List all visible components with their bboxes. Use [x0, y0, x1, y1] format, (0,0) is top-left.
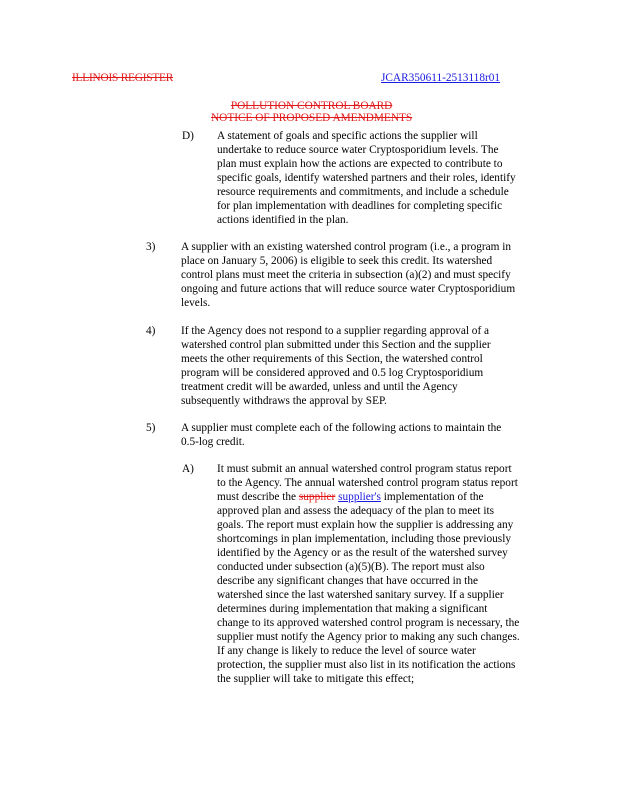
text-line: describe any significant changes that have occurred in the — [217, 575, 478, 587]
text-line: specific goals, identify watershed partners and their roles, identify — [217, 172, 516, 184]
item-marker: 3) — [146, 241, 156, 253]
item-text — [181, 421, 581, 449]
text-line: control plans must meet the criteria in subsection (a)(2) and must specify — [181, 269, 511, 281]
text-segment: must describe the — [217, 491, 299, 503]
document-id-link[interactable]: JCAR350611-2513118r01 — [381, 72, 501, 84]
text-line: watershed control plan submitted under this Section and the supplier — [181, 339, 491, 351]
text-line: conducted under subsection (a)(5)(B). The report must also — [217, 561, 485, 573]
text-line: levels. — [181, 297, 211, 309]
agency-name: POLLUTION CONTROL BOARD — [230, 100, 393, 112]
text-line: identified by the Agency or as the result of the watershed survey — [217, 547, 508, 559]
inserted-text: supplier's — [338, 491, 381, 503]
item-text — [217, 129, 577, 227]
text-line: protection, the supplier must also list in its notification the actions — [217, 659, 516, 671]
text-line: to the Agency. The annual watershed control program status report — [217, 477, 518, 489]
text-line-with-revision — [217, 490, 582, 504]
item-text — [217, 462, 582, 686]
text-line: If the Agency does not respond to a supplier regarding approval of a — [181, 325, 490, 337]
notice-heading — [211, 100, 412, 124]
text-line: A statement of goals and specific actions the supplier will — [217, 130, 478, 142]
text-line: It must submit an annual watershed control program status report — [217, 463, 512, 475]
text-line: for plan implementation with deadlines for completing specific — [217, 200, 503, 212]
item-text — [181, 324, 581, 408]
item-marker: 4) — [146, 325, 156, 337]
text-line: place on January 5, 2006) is eligible to seek this credit. Its watershed — [181, 255, 493, 267]
text-line: supplier must notify the Agency prior to making any such changes. — [217, 631, 520, 643]
text-line: A supplier must complete each of the following actions to maintain the — [181, 422, 502, 434]
text-line: meets the other requirements of this Section, the watershed control — [181, 353, 483, 365]
text-line: actions identified in the plan. — [217, 214, 349, 226]
text-line: plan must explain how the actions are expected to contribute to — [217, 158, 503, 170]
text-line: treatment credit will be awarded, unless and until the Agency — [181, 381, 458, 393]
text-line: undertake to reduce source water Cryptosporidium levels. The — [217, 144, 499, 156]
text-line: ongoing and future actions that will reduce source water Cryptosporidium — [181, 283, 516, 295]
text-line: change to its approved watershed control program is necessary, the — [217, 617, 520, 629]
deleted-text: supplier — [298, 491, 336, 503]
text-line: 0.5-log credit. — [181, 436, 245, 448]
text-line: goals. The report must explain how the supplier is addressing any — [217, 519, 514, 531]
text-line: determines during implementation that making a significant — [217, 603, 488, 615]
text-segment: implementation of the — [380, 491, 484, 503]
text-line: shortcomings in plan implementation, including those previously — [217, 533, 511, 545]
text-line: approved plan and assess the adequacy of the plan to meet its — [217, 505, 494, 517]
text-line: watershed since the last watershed sanitary survey. If a supplier — [217, 589, 504, 601]
register-header: ILLINOIS REGISTER — [72, 72, 174, 84]
notice-title: NOTICE OF PROPOSED AMENDMENTS — [211, 112, 413, 124]
text-line: A supplier with an existing watershed control program (i.e., a program in — [181, 241, 512, 253]
item-marker: 5) — [146, 422, 156, 434]
text-line: subsequently withdraws the approval by SEP. — [181, 395, 387, 407]
item-text — [181, 240, 581, 310]
item-marker: D) — [182, 130, 194, 142]
text-line: the supplier will take to mitigate this effect; — [217, 673, 415, 685]
text-line: program will be considered approved and 0.5 log Cryptosporidium — [181, 367, 484, 379]
text-line: resource requirements and commitments, and include a schedule — [217, 186, 509, 198]
text-line: If any change is likely to reduce the level of source water — [217, 645, 476, 657]
item-marker: A) — [182, 463, 194, 475]
